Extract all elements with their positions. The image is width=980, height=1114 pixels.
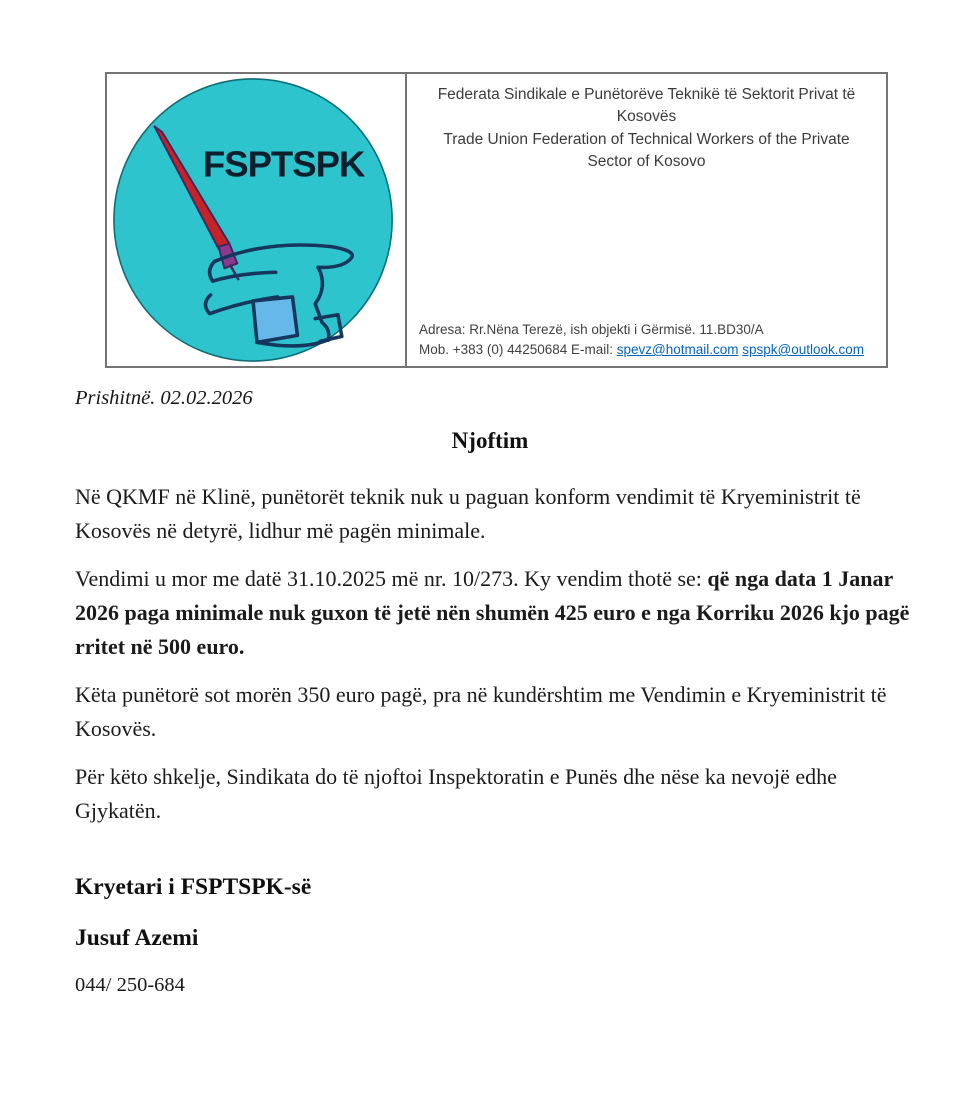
logo-wordmark: FSPTSPK <box>202 143 365 185</box>
contact-line <box>419 340 874 360</box>
document-title: Njoftim <box>451 428 529 453</box>
date-line: Prishitnë. 02.02.2026 <box>75 387 253 409</box>
signature-name: Jusuf Azemi <box>75 925 199 951</box>
org-name-albanian: Federata Sindikale e Punëtorëve Teknikë të Sektorit Privat të Kosovës <box>437 86 856 125</box>
email-link-hotmail[interactable]: spevz@hotmail.com <box>616 342 739 357</box>
paragraph-2 <box>75 562 911 664</box>
email-link-outlook[interactable]: spspk@outlook.com <box>742 342 865 357</box>
paragraph-3: Këta punëtorë sot morën 350 euro pagë, pra në kundërshtim me Vendimin e Kryeministrit të Kosovës. <box>75 682 887 741</box>
document-body <box>75 470 911 998</box>
org-name-english: Trade Union Federation of Technical Workers of the Private Sector of Kosovo <box>443 131 850 170</box>
signature-phone: 044/ 250-684 <box>75 974 185 996</box>
fsptspk-logo-icon <box>108 74 404 366</box>
paragraph-1: Në QKMF në Klinë, punëtorët teknik nuk u paguan konform vendimit të Kryeministrit të Kosovës në detyrë, lidhur më pagën minimale. <box>75 484 861 543</box>
signature-role: Kryetari i FSPTSPK-së <box>75 874 312 900</box>
contact-block <box>419 320 874 360</box>
address-line: Adresa: Rr.Nëna Terezë, ish objekti i Gërmisë. 11.BD30/A <box>419 322 764 337</box>
paragraph-4: Për këto shkelje, Sindikata do të njoftoi Inspektoratin e Punës dhe nëse ka nevojë edhe Gjykatën. <box>75 764 837 823</box>
paragraph-2-normal: Vendimi u mor me datë 31.10.2025 më nr. 10/273. Ky vendim thotë se: <box>75 566 708 591</box>
letterhead-info <box>407 74 886 366</box>
paragraph-2-bold: që nga data 1 Janar 2026 paga minimale nuk guxon të jetë nën shumën 425 euro e nga Korriku 2026 kjo pagë rritet në 500 euro. <box>75 566 910 659</box>
letterhead <box>105 72 888 368</box>
logo-cell <box>107 74 407 366</box>
organization-names <box>419 84 874 174</box>
contact-prefix: Mob. +383 (0) 44250684 E-mail: <box>419 342 617 357</box>
